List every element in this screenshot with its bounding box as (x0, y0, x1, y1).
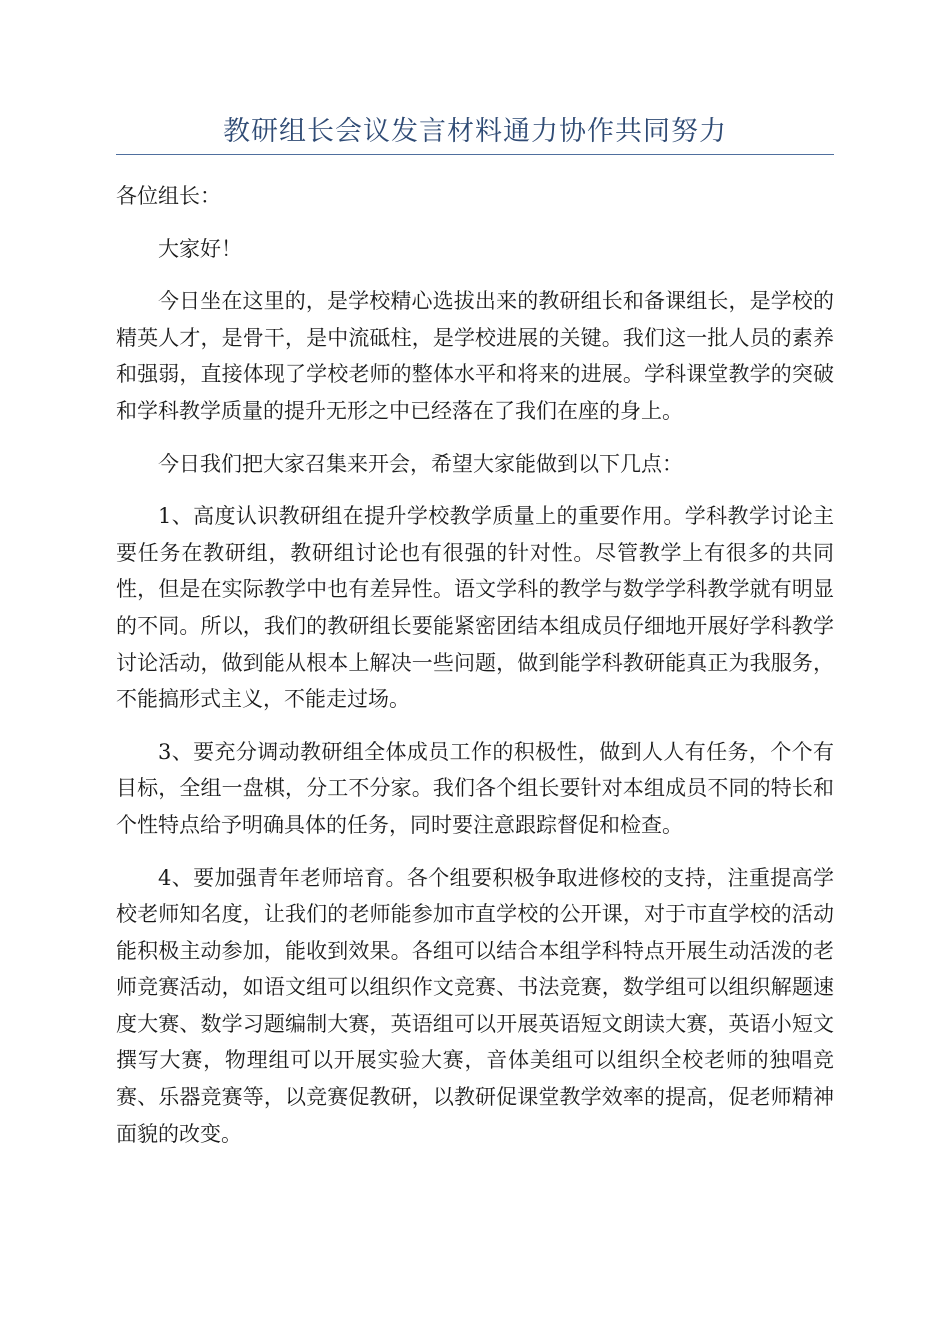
paragraph: 今日我们把大家召集来开会，希望大家能做到以下几点： (158, 451, 683, 476)
title-underline (116, 154, 834, 155)
paragraph: 今日坐在这里的，是学校精心选拔出来的教研组长和备课组长，是学校的精英人才，是骨干，是中流砥柱，是学校进展的关键。我们这一批人员的素养和强弱，直接体现了学校老师的整体水平和将来的进展。学科课堂教学的突破和学科教学质量的提升无形之中已经落在了我们在座的身上。 (116, 289, 834, 423)
paragraph: 1、高度认识教研组在提升学校教学质量上的重要作用。学科教学讨论主要任务在教研组，教研组讨论也有很强的针对性。尽管教学上有很多的共同性，但是在实际教学中也有差异性。语文学科的教学与数学学科教学就有明显的不同。所以，我们的教研组长要能紧密团结本组成员仔细地开展好学科教学讨论活动，做到能从根本上解决一些问题，做到能学科教研能真正为我服务，不能搞形式主义，不能走过场。 (116, 504, 834, 712)
greeting: 大家好！ (158, 236, 242, 261)
document-title: 教研组长会议发言材料通力协作共同努力 (223, 116, 727, 147)
paragraph: 4、要加强青年老师培育。各个组要积极争取进修校的支持，注重提高学校老师知名度，让我们的老师能参加市直学校的公开课，对于市直学校的活动能积极主动参加，能收到效果。各组可以结合本组学科特点开展生动活泼的老师竞赛活动，如语文组可以组织作文竞赛、书法竞赛，数学组可以组织解题速度大赛、数学习题编制大赛，英语组可以开展英语短文朗读大赛，英语小短文撰写大赛，物理组可以开展实验大赛，音体美组可以组织全校老师的独唱竞赛、乐器竞赛等，以竞赛促教研，以教研促课堂教学效率的提高，促老师精神面貌的改变。 (116, 865, 834, 1146)
document-body (116, 178, 834, 1168)
paragraph: 3、要充分调动教研组全体成员工作的积极性，做到人人有任务，个个有目标，全组一盘棋，分工不分家。我们各个组长要针对本组成员不同的特长和个性特点给予明确具体的任务，同时要注意跟踪督促和检查。 (116, 739, 834, 837)
salutation: 各位组长： (116, 184, 221, 208)
